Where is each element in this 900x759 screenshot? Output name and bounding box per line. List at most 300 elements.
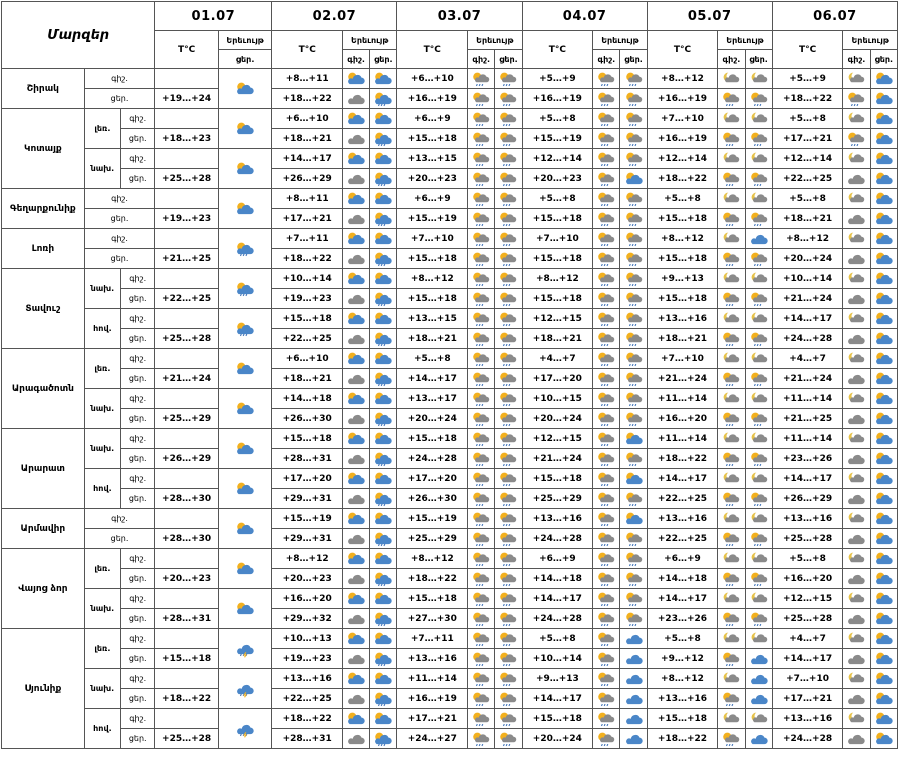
temperature-cell: +14…+18 xyxy=(272,389,343,409)
sun-storm-icon xyxy=(372,411,394,427)
cloud-rain-icon xyxy=(595,431,617,447)
weather-icon-cell xyxy=(745,209,772,229)
sun-cloud-icon xyxy=(372,111,394,127)
sun-storm-icon xyxy=(372,331,394,347)
temperature-cell: +14…+17 xyxy=(647,469,718,489)
table-row xyxy=(2,449,898,469)
temperature-cell: +6…+9 xyxy=(522,549,593,569)
weather-icon-cell xyxy=(593,649,620,669)
weather-icon-cell xyxy=(468,569,495,589)
cloud-rain-icon xyxy=(720,651,742,667)
temperature-cell xyxy=(155,349,219,369)
temperature-cell: +10…+14 xyxy=(272,269,343,289)
sun-cloud-icon xyxy=(345,231,367,247)
cloud-rain-icon xyxy=(470,171,492,187)
cloud-rain-icon xyxy=(720,491,742,507)
temperature-cell: +28…+31 xyxy=(155,609,219,629)
temperature-cell: +20…+24 xyxy=(397,409,468,429)
weather-icon-cell xyxy=(718,689,745,709)
weather-icon-cell xyxy=(718,309,745,329)
weather-icon-cell xyxy=(495,709,522,729)
weather-icon-cell xyxy=(218,429,271,469)
temperature-cell xyxy=(155,589,219,609)
weather-icon-cell xyxy=(620,629,647,649)
weather-icon-cell xyxy=(495,89,522,109)
sun-cloud-icon xyxy=(873,171,895,187)
weather-icon-cell xyxy=(620,529,647,549)
weather-icon-cell xyxy=(343,309,370,329)
weather-icon-cell xyxy=(870,209,897,229)
weather-icon-cell xyxy=(468,209,495,229)
weather-icon-cell xyxy=(370,329,397,349)
cloud-rain-icon xyxy=(623,291,645,307)
cloud-rain-icon xyxy=(497,611,519,627)
weather-icon-cell xyxy=(370,489,397,509)
weather-icon-cell xyxy=(870,349,897,369)
temperature-cell xyxy=(155,629,219,649)
table-row xyxy=(2,289,898,309)
weather-icon-cell xyxy=(843,589,870,609)
cloud-rain-icon xyxy=(497,471,519,487)
cloud-rain-icon xyxy=(748,491,770,507)
sun-cloud-icon xyxy=(234,81,256,97)
cloud-rain-icon xyxy=(623,211,645,227)
weather-icon-cell xyxy=(620,469,647,489)
weather-icon-cell xyxy=(718,509,745,529)
temperature-cell: +4…+7 xyxy=(772,349,843,369)
sun-cloud-icon xyxy=(372,511,394,527)
cloud-dark-icon xyxy=(845,691,867,707)
temperature-cell: +22…+25 xyxy=(272,329,343,349)
sun-cloud-icon xyxy=(873,111,895,127)
cloud-rain-icon xyxy=(497,351,519,367)
temperature-cell: +12…+14 xyxy=(647,149,718,169)
cloud-rain-icon xyxy=(623,451,645,467)
weather-icon-cell xyxy=(218,669,271,709)
cloud-rain-icon xyxy=(623,391,645,407)
cloud-rain-icon xyxy=(497,651,519,667)
cloud-rain-icon xyxy=(470,391,492,407)
time-of-day: գիշ. xyxy=(121,149,155,169)
temperature-cell: +26…+29 xyxy=(772,489,843,509)
temperature-cell: +6…+10 xyxy=(272,349,343,369)
temperature-cell: +17…+20 xyxy=(397,469,468,489)
temperature-cell: +6…+9 xyxy=(397,109,468,129)
cloud-dark-icon xyxy=(845,371,867,387)
temperature-cell: +16…+19 xyxy=(522,89,593,109)
temp-header: T°C xyxy=(272,31,343,69)
temperature-cell: +7…+11 xyxy=(272,229,343,249)
weather-icon-cell xyxy=(468,489,495,509)
time-of-day: ցեր. xyxy=(121,729,155,749)
temperature-cell: +25…+28 xyxy=(155,169,219,189)
cloud-rain-icon xyxy=(497,331,519,347)
moon-cloud-icon xyxy=(720,711,742,727)
temperature-cell: +13…+16 xyxy=(772,509,843,529)
cloud-blue-icon xyxy=(748,671,770,687)
temperature-cell: +14…+17 xyxy=(772,649,843,669)
sun-cloud-icon xyxy=(873,411,895,427)
temperature-cell: +13…+15 xyxy=(397,309,468,329)
weather-icon-cell xyxy=(468,549,495,569)
weather-icon-cell xyxy=(468,609,495,629)
cloud-blue-icon xyxy=(748,651,770,667)
weather-icon-cell xyxy=(718,609,745,629)
weather-icon-cell xyxy=(593,529,620,549)
weather-icon-cell xyxy=(620,269,647,289)
cloud-rain-icon xyxy=(720,611,742,627)
weather-icon-cell xyxy=(870,709,897,729)
weather-icon-cell xyxy=(370,689,397,709)
temperature-cell: +13…+16 xyxy=(772,709,843,729)
temp-header: T°C xyxy=(647,31,718,69)
temperature-cell: +18…+22 xyxy=(647,449,718,469)
zone-label: նախ. xyxy=(84,149,120,189)
weather-icon-cell xyxy=(620,729,647,749)
time-of-day: գիշ. xyxy=(84,229,155,249)
date-header: 02.07 xyxy=(272,2,397,31)
phenomenon-header: Երեւույթ xyxy=(218,31,271,50)
cloud-dark-icon xyxy=(345,171,367,187)
zone-label: նախ. xyxy=(84,589,120,629)
weather-icon-cell xyxy=(870,649,897,669)
weather-icon-cell xyxy=(870,149,897,169)
weather-icon-cell xyxy=(468,249,495,269)
cloud-dark-icon xyxy=(845,411,867,427)
weather-icon-cell xyxy=(718,389,745,409)
weather-icon-cell xyxy=(343,629,370,649)
time-of-day: ցեր. xyxy=(84,249,155,269)
temperature-cell: +12…+15 xyxy=(522,429,593,449)
temperature-cell: +5…+8 xyxy=(397,349,468,369)
table-row xyxy=(2,529,898,549)
cloud-rain-icon xyxy=(623,91,645,107)
weather-icon-cell xyxy=(745,509,772,529)
weather-icon-cell xyxy=(718,269,745,289)
moon-cloud-icon xyxy=(720,271,742,287)
temperature-cell: +18…+22 xyxy=(272,249,343,269)
weather-icon-cell xyxy=(718,429,745,449)
temperature-cell: +12…+15 xyxy=(772,589,843,609)
temperature-cell: +5…+8 xyxy=(772,549,843,569)
temperature-cell: +9…+12 xyxy=(647,649,718,669)
moon-cloud-icon xyxy=(720,111,742,127)
temperature-cell: +22…+25 xyxy=(155,289,219,309)
sun-cloud-icon xyxy=(345,711,367,727)
weather-icon-cell xyxy=(870,629,897,649)
temperature-cell: +8…+11 xyxy=(272,69,343,89)
table-row xyxy=(2,209,898,229)
temperature-cell: +15…+19 xyxy=(272,509,343,529)
phenomenon-header: Երեւույթ xyxy=(593,31,647,50)
cloud-dark-icon xyxy=(345,131,367,147)
cloud-rain-icon xyxy=(748,131,770,147)
weather-icon-cell xyxy=(718,149,745,169)
cloud-rain-icon xyxy=(595,331,617,347)
time-of-day: գիշ. xyxy=(121,109,155,129)
sun-cloud-icon xyxy=(345,591,367,607)
weather-icon-cell xyxy=(593,629,620,649)
time-of-day: գիշ. xyxy=(121,589,155,609)
sun-cloud-icon xyxy=(372,71,394,87)
cloud-rain-icon xyxy=(595,411,617,427)
sun-storm-icon xyxy=(372,691,394,707)
weather-icon-cell xyxy=(843,649,870,669)
weather-icon-cell xyxy=(843,169,870,189)
weather-icon-cell xyxy=(343,729,370,749)
cloud-blue-icon xyxy=(748,731,770,747)
weather-icon-cell xyxy=(843,609,870,629)
sun-cloud-icon xyxy=(234,161,256,177)
temperature-cell: +7…+11 xyxy=(397,629,468,649)
sun-cloud-icon xyxy=(873,491,895,507)
temperature-cell: +17…+20 xyxy=(522,369,593,389)
table-row xyxy=(2,649,898,669)
table-row xyxy=(2,329,898,349)
weather-icon-cell xyxy=(343,609,370,629)
temperature-cell: +21…+24 xyxy=(155,369,219,389)
weather-icon-cell xyxy=(218,389,271,429)
cloud-rain-icon xyxy=(497,91,519,107)
cloud-rain-icon xyxy=(623,311,645,327)
cloud-rain-icon xyxy=(497,371,519,387)
weather-icon-cell xyxy=(718,409,745,429)
sun-cloud-icon xyxy=(234,561,256,577)
moon-cloud-icon xyxy=(845,591,867,607)
weather-icon-cell xyxy=(843,329,870,349)
time-of-day: ցեր. xyxy=(84,529,155,549)
temperature-cell: +20…+24 xyxy=(772,249,843,269)
sun-storm-icon xyxy=(372,651,394,667)
cloud-rain-icon xyxy=(470,211,492,227)
sun-cloud-icon xyxy=(873,551,895,567)
temperature-cell: +16…+20 xyxy=(772,569,843,589)
sun-cloud-icon xyxy=(372,431,394,447)
temperature-cell: +5…+8 xyxy=(522,189,593,209)
temperature-cell: +7…+10 xyxy=(772,669,843,689)
sun-cloud-icon xyxy=(873,351,895,367)
cloud-rain-icon xyxy=(470,451,492,467)
sun-cloud-icon xyxy=(873,511,895,527)
weather-icon-cell xyxy=(870,489,897,509)
temperature-cell: +4…+7 xyxy=(522,349,593,369)
weather-icon-cell xyxy=(620,549,647,569)
sun-cloud-icon xyxy=(873,671,895,687)
temperature-cell: +16…+20 xyxy=(272,589,343,609)
cloud-rain-icon xyxy=(720,691,742,707)
weather-icon-cell xyxy=(745,389,772,409)
temperature-cell: +15…+18 xyxy=(522,469,593,489)
temperature-cell: +13…+16 xyxy=(647,689,718,709)
cloud-rain-icon xyxy=(470,651,492,667)
cloud-dark-icon xyxy=(345,371,367,387)
weather-icon-cell xyxy=(843,389,870,409)
cloud-rain-icon xyxy=(720,251,742,267)
cloud-rain-icon xyxy=(595,731,617,747)
sun-cloud-icon xyxy=(873,371,895,387)
weather-icon-cell xyxy=(718,109,745,129)
temperature-cell: +5…+8 xyxy=(647,629,718,649)
night-subheader: գիշ. xyxy=(343,50,370,69)
sun-cloud-icon xyxy=(372,311,394,327)
weather-icon-cell xyxy=(620,389,647,409)
cloud-dark-icon xyxy=(345,411,367,427)
moon-cloud-icon xyxy=(720,191,742,207)
weather-icon-cell xyxy=(745,89,772,109)
phenomenon-header: Երեւույթ xyxy=(718,31,772,50)
temperature-cell xyxy=(155,669,219,689)
temperature-cell: +28…+30 xyxy=(155,489,219,509)
temperature-cell: +24…+28 xyxy=(397,449,468,469)
weather-icon-cell xyxy=(870,169,897,189)
weather-icon-cell xyxy=(620,289,647,309)
weather-icon-cell xyxy=(870,409,897,429)
temperature-cell: +14…+18 xyxy=(522,569,593,589)
sun-cloud-icon xyxy=(372,591,394,607)
sun-cloud-icon xyxy=(873,571,895,587)
time-of-day: ցեր. xyxy=(121,289,155,309)
sun-cloud-icon xyxy=(234,201,256,217)
weather-icon-cell xyxy=(620,489,647,509)
weather-icon-cell xyxy=(745,369,772,389)
sun-storm-icon xyxy=(372,571,394,587)
cloud-blue-icon xyxy=(623,631,645,647)
cloud-rain-icon xyxy=(497,271,519,287)
weather-icon-cell xyxy=(468,629,495,649)
cloud-rain-icon xyxy=(497,391,519,407)
weather-icon-cell xyxy=(370,449,397,469)
cloud-rain-icon xyxy=(748,571,770,587)
temperature-cell: +17…+21 xyxy=(272,209,343,229)
cloud-rain-icon xyxy=(595,191,617,207)
moon-cloud-icon xyxy=(748,631,770,647)
moon-cloud-icon xyxy=(845,671,867,687)
weather-icon-cell xyxy=(745,689,772,709)
sun-storm-icon xyxy=(372,491,394,507)
weather-icon-cell xyxy=(718,669,745,689)
time-of-day: ցեր. xyxy=(121,489,155,509)
weather-icon-cell xyxy=(870,589,897,609)
cloud-rain-icon xyxy=(595,291,617,307)
cloud-rain-icon xyxy=(497,251,519,267)
sun-storm-icon xyxy=(372,451,394,467)
weather-icon-cell xyxy=(745,729,772,749)
weather-icon-cell xyxy=(718,449,745,469)
weather-icon-cell xyxy=(468,649,495,669)
temperature-cell: +21…+24 xyxy=(772,369,843,389)
weather-icon-cell xyxy=(843,269,870,289)
night-subheader: գիշ. xyxy=(593,50,620,69)
temperature-cell: +17…+20 xyxy=(272,469,343,489)
weather-icon-cell xyxy=(218,509,271,549)
weather-icon-cell xyxy=(870,109,897,129)
temperature-cell: +15…+18 xyxy=(522,289,593,309)
sun-cloud-icon xyxy=(873,151,895,167)
temperature-cell: +19…+23 xyxy=(272,289,343,309)
cloud-rain-icon xyxy=(595,551,617,567)
weather-icon-cell xyxy=(593,469,620,489)
cloud-rain-icon xyxy=(470,91,492,107)
sun-cloud-icon xyxy=(234,441,256,457)
weather-icon-cell xyxy=(370,129,397,149)
weather-icon-cell xyxy=(370,229,397,249)
cloud-rain-icon xyxy=(595,611,617,627)
cloud-rain-icon xyxy=(748,411,770,427)
sun-cloud-icon xyxy=(873,131,895,147)
weather-icon-cell xyxy=(218,69,271,109)
zone-label: նախ. xyxy=(84,669,120,709)
temperature-cell xyxy=(155,549,219,569)
weather-icon-cell xyxy=(468,109,495,129)
temperature-cell: +7…+10 xyxy=(647,349,718,369)
weather-icon-cell xyxy=(343,269,370,289)
region-name: Արմավիր xyxy=(2,509,85,549)
weather-icon-cell xyxy=(495,209,522,229)
weather-icon-cell xyxy=(718,589,745,609)
weather-icon-cell xyxy=(718,709,745,729)
cloud-dark-icon xyxy=(345,491,367,507)
temp-header: T°C xyxy=(155,31,219,69)
cloud-rain-icon xyxy=(748,331,770,347)
temperature-cell: +16…+20 xyxy=(647,409,718,429)
weather-icon-cell xyxy=(843,149,870,169)
time-of-day: գիշ. xyxy=(121,269,155,289)
weather-icon-cell xyxy=(370,509,397,529)
temperature-cell: +5…+8 xyxy=(772,109,843,129)
weather-icon-cell xyxy=(370,189,397,209)
temperature-cell: +15…+18 xyxy=(522,709,593,729)
temperature-cell: +6…+10 xyxy=(397,69,468,89)
weather-icon-cell xyxy=(870,129,897,149)
weather-icon-cell xyxy=(870,389,897,409)
temperature-cell: +22…+25 xyxy=(647,529,718,549)
cloud-rain-icon xyxy=(497,631,519,647)
time-of-day: գիշ. xyxy=(84,189,155,209)
phenomenon-header: Երեւույթ xyxy=(343,31,397,50)
weather-icon-cell xyxy=(593,409,620,429)
sun-storm-icon xyxy=(234,281,256,297)
weather-icon-cell xyxy=(843,689,870,709)
weather-icon-cell xyxy=(370,89,397,109)
weather-icon-cell xyxy=(593,289,620,309)
temperature-cell: +15…+19 xyxy=(397,209,468,229)
table-row xyxy=(2,469,898,489)
temp-header: T°C xyxy=(772,31,843,69)
weather-icon-cell xyxy=(343,169,370,189)
cloud-rain-icon xyxy=(497,531,519,547)
temperature-cell xyxy=(155,149,219,169)
table-row xyxy=(2,389,898,409)
weather-icon-cell xyxy=(843,249,870,269)
temperature-cell: +15…+18 xyxy=(397,589,468,609)
temperature-cell: +14…+17 xyxy=(647,589,718,609)
temperature-cell xyxy=(155,469,219,489)
weather-icon-cell xyxy=(620,569,647,589)
moon-cloud-icon xyxy=(748,551,770,567)
cloud-rain-icon xyxy=(497,411,519,427)
weather-icon-cell xyxy=(218,109,271,149)
moon-cloud-icon xyxy=(748,511,770,527)
zone-label: հով. xyxy=(84,709,120,749)
weather-icon-cell xyxy=(745,469,772,489)
weather-icon-cell xyxy=(468,709,495,729)
sun-storm-icon xyxy=(372,251,394,267)
cloud-rain-icon xyxy=(720,291,742,307)
temperature-cell xyxy=(155,509,219,529)
weather-icon-cell xyxy=(745,489,772,509)
weather-icon-cell xyxy=(718,209,745,229)
cloud-blue-icon xyxy=(623,671,645,687)
